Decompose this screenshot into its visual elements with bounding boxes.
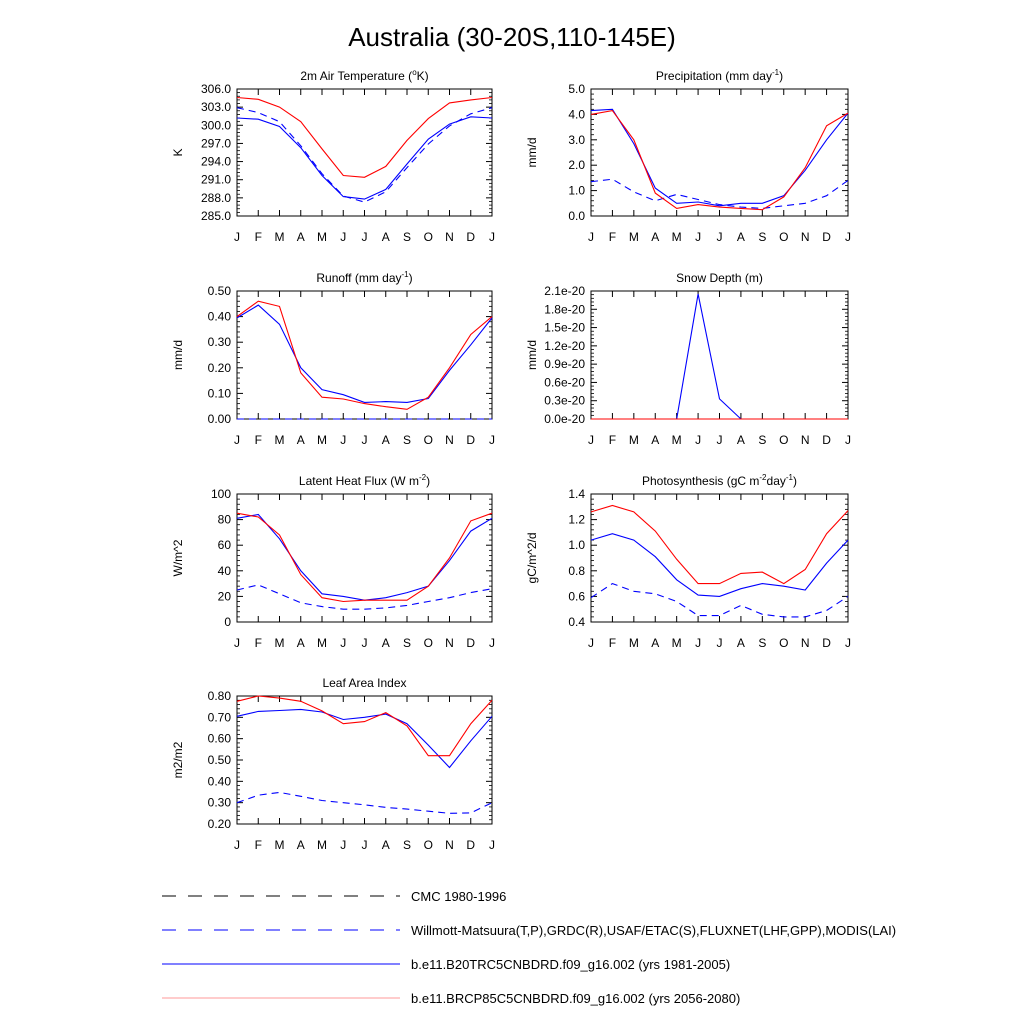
x-tick-label: S: [758, 636, 767, 650]
y-tick-label: 40: [217, 563, 231, 578]
series-line-3: [237, 301, 492, 409]
y-tick-label: 297.0: [200, 136, 231, 151]
x-tick-label: J: [489, 636, 495, 650]
title-part: Precipitation (mm day: [655, 69, 772, 83]
x-tick-label: J: [234, 636, 240, 650]
title-part: Latent Heat Flux (W m: [298, 474, 419, 488]
x-tick-label: J: [716, 230, 723, 244]
y-tick-label: 294.0: [200, 154, 231, 169]
y-tick-label: 300.0: [200, 118, 231, 133]
panel-7: [171, 676, 495, 852]
y-tick-label: 0.0e-20: [544, 412, 585, 426]
y-tick-label: 20: [217, 589, 231, 604]
x-tick-label: M: [317, 433, 327, 447]
legend-entry: [162, 957, 730, 972]
y-tick-label: 0.00: [207, 412, 231, 426]
series-line-1: [237, 792, 492, 813]
series-line-3: [237, 98, 492, 178]
x-tick-label: D: [466, 230, 476, 244]
x-tick-label: J: [361, 838, 368, 852]
y-tick-label: 285.0: [200, 209, 231, 223]
y-tick-label: 1.4: [568, 487, 585, 501]
x-tick-label: J: [489, 230, 495, 244]
title-part: Photosynthesis (gC m: [642, 474, 760, 488]
x-tick-label: A: [296, 433, 305, 447]
y-tick-label: 306.0: [200, 82, 231, 96]
x-tick-label: A: [736, 433, 745, 447]
panel-4: [525, 271, 851, 447]
y-tick-label: 0.80: [207, 689, 231, 703]
x-tick-label: A: [651, 636, 660, 650]
x-tick-label: J: [340, 838, 347, 852]
panel-2: [525, 68, 851, 244]
title-part: day: [766, 474, 786, 488]
x-tick-label: N: [800, 230, 810, 244]
x-tick-label: J: [716, 636, 723, 650]
series-line-1: [591, 179, 848, 208]
x-tick-label: O: [423, 230, 433, 244]
x-tick-label: A: [381, 230, 390, 244]
title-part: -1: [771, 68, 780, 77]
x-tick-label: O: [423, 433, 433, 447]
x-tick-label: S: [402, 636, 412, 650]
x-tick-label: M: [628, 636, 639, 650]
x-tick-label: N: [800, 636, 810, 650]
y-tick-label: 0.9e-20: [544, 357, 585, 372]
y-axis-label: W/m^2: [171, 539, 185, 577]
panel-title: [316, 270, 412, 285]
y-tick-label: 1.0: [568, 183, 585, 198]
x-tick-label: A: [651, 433, 660, 447]
y-tick-label: 100: [210, 487, 231, 501]
y-tick-label: 0.50: [207, 284, 231, 298]
series-line-3: [591, 111, 848, 210]
y-tick-label: 2.1e-20: [544, 284, 585, 298]
y-tick-label: 0: [224, 615, 231, 629]
title-part: Leaf Area Index: [322, 676, 407, 690]
title-part: 2m Air Temperature (: [300, 69, 413, 83]
y-tick-label: 2.0: [568, 158, 585, 173]
x-tick-label: F: [254, 636, 262, 650]
x-tick-label: J: [361, 636, 368, 650]
y-tick-label: 5.0: [568, 82, 585, 96]
y-tick-label: 1.8e-20: [544, 302, 585, 317]
x-tick-label: J: [716, 433, 723, 447]
x-tick-label: F: [254, 838, 262, 852]
series-line-2: [237, 709, 492, 767]
x-tick-label: A: [296, 230, 305, 244]
y-tick-label: 0.20: [207, 360, 231, 375]
series-line-3: [591, 506, 848, 584]
x-tick-label: N: [445, 636, 454, 650]
x-tick-label: A: [651, 230, 660, 244]
y-tick-label: 0.60: [207, 731, 231, 746]
x-tick-label: A: [381, 433, 390, 447]
x-tick-label: O: [423, 636, 433, 650]
y-tick-label: 0.50: [207, 753, 231, 767]
x-tick-label: J: [695, 433, 702, 447]
y-tick-label: 80: [217, 512, 231, 527]
x-tick-label: A: [381, 838, 390, 852]
x-tick-label: D: [466, 433, 476, 447]
x-tick-label: N: [445, 838, 454, 852]
x-tick-label: J: [361, 433, 368, 447]
figure-title: Australia (30-20S,110-145E): [348, 22, 676, 52]
x-tick-label: A: [381, 636, 390, 650]
x-tick-label: M: [671, 230, 682, 244]
y-axis-label: gC/m^2/d: [525, 532, 539, 584]
x-tick-label: A: [296, 636, 305, 650]
legend: [162, 889, 896, 1006]
y-tick-label: 0.30: [207, 795, 231, 810]
x-tick-label: A: [296, 838, 305, 852]
series-line-2: [237, 515, 492, 601]
title-part: ): [793, 474, 797, 488]
x-tick-label: J: [588, 636, 594, 650]
y-tick-label: 303.0: [200, 100, 231, 115]
x-tick-label: D: [466, 838, 476, 852]
x-tick-label: S: [758, 433, 767, 447]
x-tick-label: J: [489, 433, 495, 447]
x-tick-label: F: [608, 636, 617, 650]
x-tick-label: J: [340, 636, 347, 650]
y-tick-label: 4.0: [568, 107, 585, 122]
legend-label: b.e11.B20TRC5CNBDRD.f09_g16.002 (yrs 1981-2005): [411, 957, 731, 972]
x-tick-label: N: [445, 433, 454, 447]
y-tick-label: 0.0: [568, 209, 585, 223]
y-tick-label: 291.0: [200, 172, 231, 187]
x-tick-label: D: [822, 433, 831, 447]
y-axis-label: K: [171, 148, 185, 157]
x-tick-label: M: [317, 636, 327, 650]
y-tick-label: 0.70: [207, 710, 231, 725]
x-tick-label: J: [845, 230, 851, 244]
y-tick-label: 1.0: [568, 538, 585, 553]
x-tick-label: O: [423, 838, 433, 852]
plot-frame: [591, 291, 848, 419]
x-tick-label: M: [317, 838, 327, 852]
y-tick-label: 0.6: [568, 589, 585, 604]
plot-frame: [237, 291, 492, 419]
title-part: -1: [401, 270, 409, 279]
plot-frame: [591, 89, 848, 216]
x-tick-label: N: [800, 433, 810, 447]
x-tick-label: M: [628, 433, 639, 447]
x-tick-label: F: [254, 433, 262, 447]
plot-frame: [591, 494, 848, 622]
series-line-3: [237, 696, 492, 756]
x-tick-label: A: [736, 636, 745, 650]
series-line-3: [237, 513, 492, 601]
title-part: Snow Depth (m): [676, 271, 763, 285]
y-tick-label: 0.10: [207, 386, 231, 401]
y-tick-label: 1.5e-20: [544, 320, 585, 335]
x-tick-label: A: [736, 230, 745, 244]
legend-entry: [162, 923, 896, 938]
title-part: ): [779, 69, 784, 83]
title-part: o: [412, 68, 417, 77]
x-tick-label: F: [254, 230, 262, 244]
legend-entry: [162, 991, 740, 1006]
x-tick-label: J: [588, 433, 594, 447]
title-part: -2: [759, 473, 767, 482]
y-axis-label: mm/d: [171, 340, 185, 370]
y-tick-label: 1.2e-20: [544, 338, 585, 353]
x-tick-label: M: [628, 230, 639, 244]
series-line-2: [237, 305, 492, 402]
series-line-2: [591, 294, 848, 419]
legend-label: CMC 1980-1996: [411, 889, 507, 904]
x-tick-label: M: [274, 433, 285, 447]
y-tick-label: 1.2: [568, 512, 585, 527]
title-part: -2: [418, 473, 427, 482]
title-part: Runoff (mm day: [316, 271, 402, 285]
panel-3: [171, 270, 495, 447]
x-tick-label: J: [695, 636, 702, 650]
x-tick-label: M: [274, 636, 285, 650]
x-tick-label: M: [671, 636, 682, 650]
y-tick-label: 0.8: [568, 563, 585, 578]
x-tick-label: F: [608, 230, 617, 244]
x-tick-label: O: [779, 433, 789, 447]
plot-frame: [237, 494, 492, 622]
x-tick-label: J: [845, 433, 851, 447]
title-part: ): [426, 474, 431, 488]
x-tick-label: D: [822, 230, 831, 244]
x-tick-label: J: [695, 230, 702, 244]
y-tick-label: 0.4: [568, 615, 585, 629]
legend-label: b.e11.BRCP85C5CNBDRD.f09_g16.002 (yrs 2056-2080): [411, 991, 741, 1006]
y-tick-label: 0.6e-20: [544, 375, 585, 390]
x-tick-label: M: [317, 230, 327, 244]
y-tick-label: 288.0: [200, 190, 231, 205]
x-tick-label: J: [234, 433, 240, 447]
x-tick-label: O: [779, 636, 789, 650]
x-tick-label: J: [588, 230, 594, 244]
panel-title: [300, 68, 428, 83]
legend-label: Willmott-Matsuura(T,P),GRDC(R),USAF/ETAC(S),FLUXNET(LHF,GPP),MODIS(LAI): [411, 923, 897, 938]
panel-title: [676, 271, 763, 285]
series-line-2: [591, 109, 848, 206]
panel-title: [642, 473, 797, 488]
x-tick-label: F: [608, 433, 617, 447]
y-axis-label: mm/d: [525, 137, 539, 168]
y-tick-label: 0.30: [207, 335, 231, 350]
y-tick-label: 0.40: [207, 309, 231, 324]
panel-6: [525, 473, 851, 650]
y-tick-label: 60: [217, 538, 231, 553]
y-tick-label: 0.20: [207, 817, 231, 831]
legend-entry: [162, 889, 506, 904]
series-line-1: [237, 585, 492, 609]
title-part: -1: [785, 473, 793, 482]
title-part: K): [416, 69, 429, 83]
x-tick-label: S: [402, 230, 412, 244]
x-tick-label: J: [361, 230, 368, 244]
series-line-2: [237, 117, 492, 199]
panels: [171, 68, 851, 852]
x-tick-label: J: [340, 230, 347, 244]
x-tick-label: J: [340, 433, 347, 447]
x-tick-label: N: [445, 230, 454, 244]
x-tick-label: M: [671, 433, 682, 447]
title-part: ): [408, 271, 413, 285]
x-tick-label: D: [466, 636, 476, 650]
x-tick-label: S: [402, 433, 412, 447]
x-tick-label: O: [779, 230, 789, 244]
y-axis-label: mm/d: [525, 340, 539, 370]
x-tick-label: M: [274, 838, 285, 852]
plot-frame: [237, 696, 492, 824]
panel-title: [299, 473, 430, 488]
y-tick-label: 0.40: [207, 774, 231, 789]
panel-title: [322, 676, 406, 690]
x-tick-label: M: [274, 230, 285, 244]
panel-title: [656, 68, 783, 83]
x-tick-label: S: [402, 838, 412, 852]
x-tick-label: S: [758, 230, 767, 244]
series-line-1: [237, 108, 492, 202]
x-tick-label: J: [234, 838, 240, 852]
series-line-2: [591, 534, 848, 597]
x-tick-label: J: [234, 230, 240, 244]
panel-5: [171, 473, 495, 650]
x-tick-label: J: [845, 636, 851, 650]
y-tick-label: 3.0: [568, 132, 585, 147]
x-tick-label: J: [489, 838, 495, 852]
panel-1: [171, 68, 495, 244]
x-tick-label: D: [822, 636, 831, 650]
plot-frame: [237, 89, 492, 216]
y-tick-label: 0.3e-20: [544, 393, 585, 408]
series-line-1: [591, 584, 848, 617]
y-axis-label: m2/m2: [171, 741, 185, 779]
